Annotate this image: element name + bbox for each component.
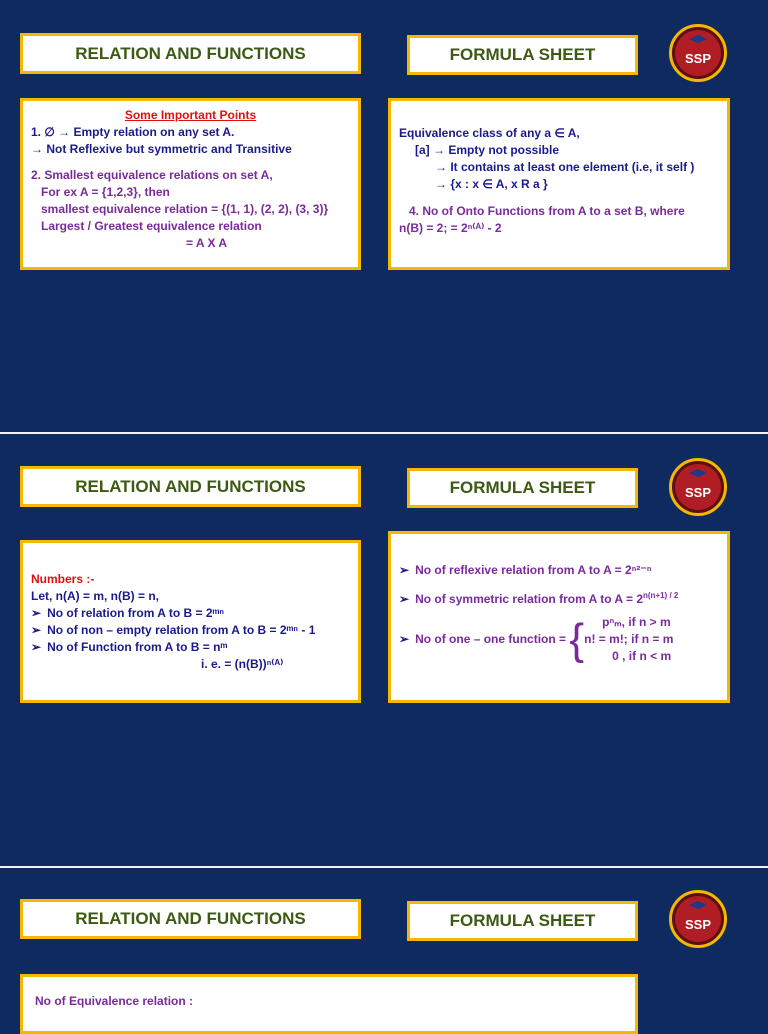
case-equal: n! = m!; if n = m [584, 632, 674, 646]
onto-functions-line: 4. No of Onto Functions from A to a set B, where [409, 204, 685, 218]
case-less: 0 , if n < m [612, 649, 672, 663]
spacer [31, 158, 350, 167]
one-one-functions [399, 614, 719, 665]
equivalence-class-line: Equivalence class of any a ∈ A, [399, 126, 580, 140]
point-1: 1. ∅ → Empty relation on any set A. [31, 125, 235, 139]
equivalence-class-contains: → It contains at least one element (i.e, it self ) [435, 160, 695, 174]
equivalence-class-empty: [a] → Empty not possible [415, 143, 560, 157]
functions-count: ➢ No of Function from A to B = nᵐ [31, 639, 350, 656]
slide-3-formula-sheet-label: FORMULA SHEET [407, 901, 638, 941]
point-2-smallest: smallest equivalence relation = {(1, 1), (2, 2), (3, 3)} [41, 202, 329, 216]
slide-1 [0, 0, 768, 433]
slide-2-formula-sheet-label: FORMULA SHEET [407, 468, 638, 508]
ssp-logo [669, 458, 727, 516]
slide-3 [0, 868, 768, 1024]
equivalence-class-set: → {x : x ∈ A, x R a } [435, 177, 548, 191]
symmetric-relations [399, 587, 719, 608]
point-2-example: For ex A = {1,2,3}, then [41, 185, 170, 199]
card-heading: Some Important Points [124, 108, 257, 122]
graduation-cap-icon [689, 35, 707, 45]
logo-text: SSP [684, 484, 711, 500]
point-1-detail: → Not Reflexive but symmetric and Transitive [31, 142, 292, 156]
slide-1-formula-sheet-label: FORMULA SHEET [407, 35, 638, 75]
one-one-cases [584, 614, 673, 665]
relations-count: ➢ No of relation from A to B = 2ᵐⁿ [31, 605, 350, 622]
relation-counts-card [388, 531, 730, 703]
logo-text: SSP [684, 50, 711, 66]
reflexive-relations: ➢ No of reflexive relation from A to A = 2ⁿ²⁻ⁿ [399, 562, 719, 579]
numbers-let: Let, n(A) = m, n(B) = n, [31, 589, 159, 603]
logo-text: SSP [684, 916, 711, 932]
symmetric-relations-text: No of symmetric relation from A to A = 2 [415, 592, 643, 606]
numbers-heading: Numbers :- [31, 572, 95, 586]
graduation-cap-icon [689, 469, 707, 479]
point-2-largest: Largest / Greatest equivalence relation [41, 219, 262, 233]
ssp-logo [669, 24, 727, 82]
point-2-largest-value: = A X A [186, 236, 228, 250]
important-points-card [20, 98, 361, 270]
slide-1-title: RELATION AND FUNCTIONS [20, 33, 361, 74]
spacer [399, 193, 719, 203]
symmetric-exponent: n(n+1) / 2 [643, 591, 679, 600]
slide-3-title: RELATION AND FUNCTIONS [20, 899, 361, 939]
slide-2-title: RELATION AND FUNCTIONS [20, 466, 361, 507]
ssp-logo [669, 890, 727, 948]
equivalence-relations-heading: No of Equivalence relation : [35, 994, 194, 1008]
non-empty-relations-count: ➢ No of non – empty relation from A to B = 2ᵐⁿ - 1 [31, 622, 350, 639]
slide-2 [0, 434, 768, 867]
brace-icon: { [569, 614, 585, 664]
case-greater: pⁿₘ, if n > m [602, 615, 671, 629]
one-one-label: ➢ No of one – one function = [399, 632, 569, 646]
numbers-card [20, 540, 361, 703]
equivalence-class-card [388, 98, 730, 270]
functions-count-ie: i. e. = (n(B))ⁿ⁽ᴬ⁾ [201, 657, 284, 671]
equivalence-count-card [20, 974, 638, 1034]
point-2: 2. Smallest equivalence relations on set A, [31, 168, 273, 182]
onto-functions-formula: n(B) = 2; = 2ⁿ⁽ᴬ⁾ - 2 [399, 221, 502, 235]
graduation-cap-icon [689, 901, 707, 911]
